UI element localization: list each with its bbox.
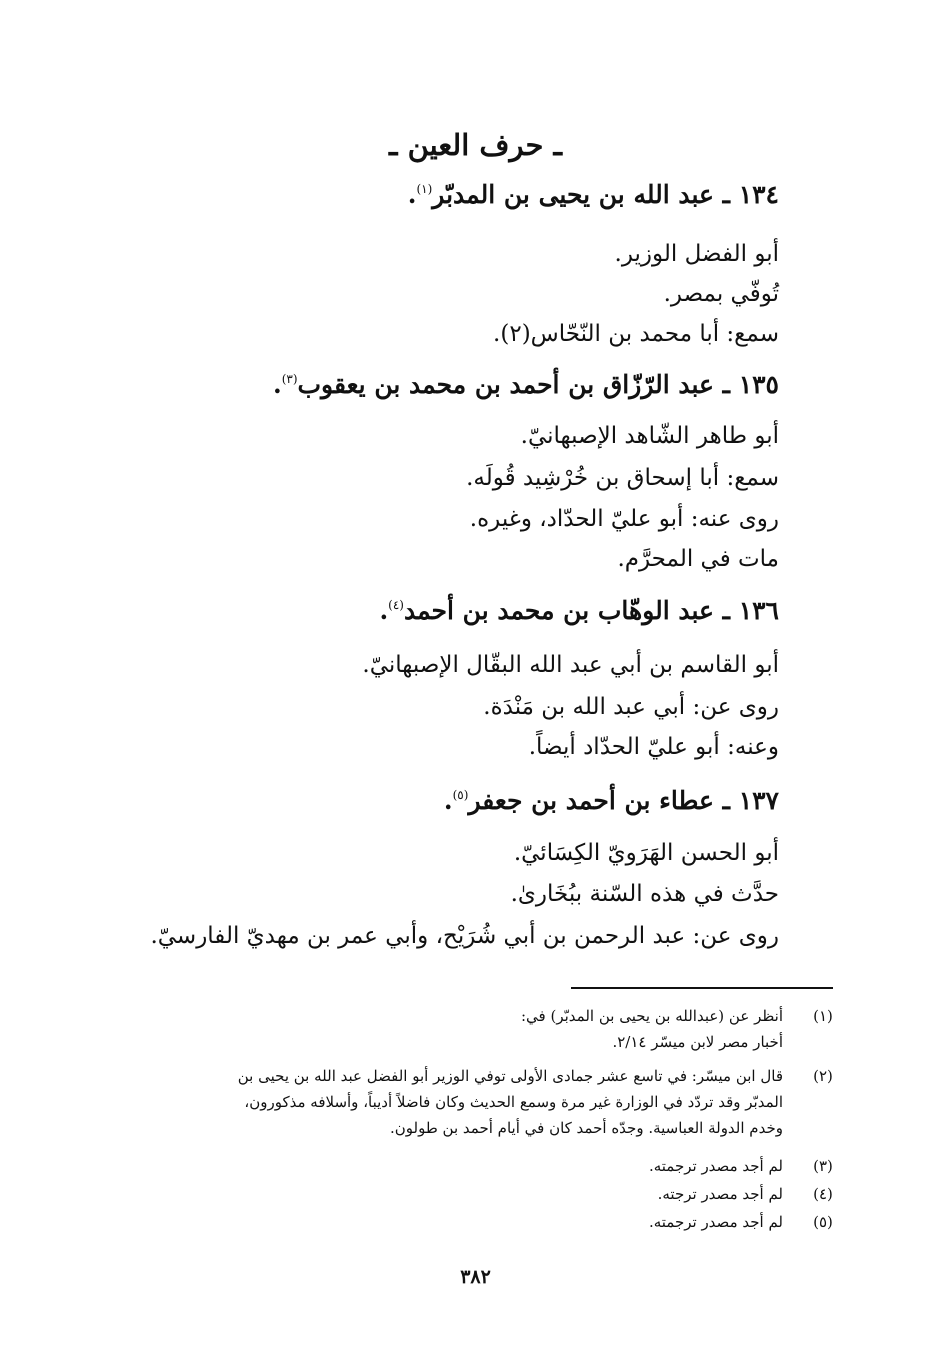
footnote-number: (٣) (813, 1157, 833, 1175)
footnote (119, 1063, 839, 1141)
entry-line: تُوفّي بمصر. (663, 281, 779, 307)
entry-heading-text: ١٣٧ ـ عطاء بن أحمد بن جعفر (468, 786, 779, 815)
footnote-separator (571, 987, 833, 989)
entry-heading-text: ١٣٤ ـ عبد الله بن يحيى بن المدبّر (432, 180, 779, 209)
footnote (119, 1181, 839, 1207)
heading-end-mark: . (407, 180, 417, 209)
entry-heading (408, 182, 779, 207)
footnote-number: (٢) (813, 1067, 833, 1085)
footnote-text (119, 1209, 783, 1235)
footnote-text (119, 1153, 783, 1179)
page-number: ٣٨٢ (460, 1266, 491, 1288)
entry-line: سمع: أبا محمد بن النّحّاس(٢). (493, 321, 779, 347)
footnote-line: قال ابن ميسّر: في تاسع عشر جمادى الأولى توفي الوزير أبو الفضل عبد الله بن يحيى بن (237, 1067, 783, 1085)
footnote-ref: (٤) (388, 598, 404, 612)
footnote-number: (٥) (813, 1213, 833, 1231)
entry-line: حدَّث في هذه السّنة ببُخَارىٰ. (510, 881, 779, 907)
footnote-line: لم أجد مصدر ترجته. (657, 1185, 783, 1203)
entry-line: سمع: أبا إسحاق بن خُرْشِيد قُولَه. (466, 465, 779, 491)
footnote-line: لم أجد مصدر ترجمته. (648, 1157, 783, 1175)
footnote-line: أخبار مصر لابن ميسّر ٢/١٤. (612, 1033, 783, 1051)
entry-line: روى عن: عبد الرحمن بن أبي شُرَيْح، وأبي عمر بن مهديّ الفارسيّ. (150, 923, 779, 949)
footnote-number: (١) (813, 1007, 833, 1025)
entry-line: مات في المحرَّم. (617, 546, 779, 572)
footnote-ref: (٥) (452, 788, 469, 802)
entry-line: أبو الحسن الهَرَويّ الكِسَائيّ. (513, 840, 779, 866)
footnote-text (119, 1063, 783, 1141)
entry-line: روى عنه: أبو عليّ الحدّاد، وغيره. (469, 506, 779, 532)
footnote (119, 1003, 839, 1055)
footnote-line: وخدم الدولة العباسية. وجدّه أحمد كان في أيام أحمد بن طولون. (389, 1119, 783, 1137)
footnote-ref: (٣) (281, 372, 298, 386)
entry-line: وعنه: أبو عليّ الحدّاد أيضاً. (528, 734, 779, 760)
entry-line: أبو الفضل الوزير. (614, 241, 779, 267)
entry-heading-text: ١٣٦ ـ عبد الوهّاب بن محمد بن أحمد (403, 596, 779, 625)
footnote-text (119, 1181, 783, 1207)
entry-heading (444, 788, 779, 813)
footnote-line: المدبّر وقد تردّد في الوزارة غير مرة وسمع الحديث وكان فاضلاً أديباً، وأسلافه مذكورون، (244, 1093, 783, 1111)
footnote-line: أنظر عن (عبدالله بن يحيى بن المدبّر) في: (520, 1007, 783, 1025)
entry-heading (273, 372, 779, 397)
entry-line: أبو طاهر الشّاهد الإصبهانيّ. (520, 423, 779, 449)
entry-line: روى عن: أبي عبد الله بن مَنْدَة. (483, 694, 779, 720)
entry-heading (379, 598, 779, 623)
footnote-ref: (١) (416, 182, 433, 196)
chapter-title: ـ حرف العين ـ (389, 128, 562, 162)
footnote-line: لم أجد مصدر ترجمته. (648, 1213, 783, 1231)
entry-line: أبو القاسم بن أبي عبد الله البقّال الإصبهانيّ. (362, 652, 779, 678)
footnote-text (119, 1003, 783, 1055)
footnote-number: (٤) (813, 1185, 833, 1203)
footnote (119, 1209, 839, 1235)
heading-end-mark: . (379, 596, 389, 625)
heading-end-mark: . (443, 786, 453, 815)
heading-end-mark: . (272, 370, 282, 399)
entry-heading-text: ١٣٥ ـ عبد الرّزّاق بن أحمد بن محمد بن يعقوب (297, 370, 779, 399)
footnote (119, 1153, 839, 1179)
